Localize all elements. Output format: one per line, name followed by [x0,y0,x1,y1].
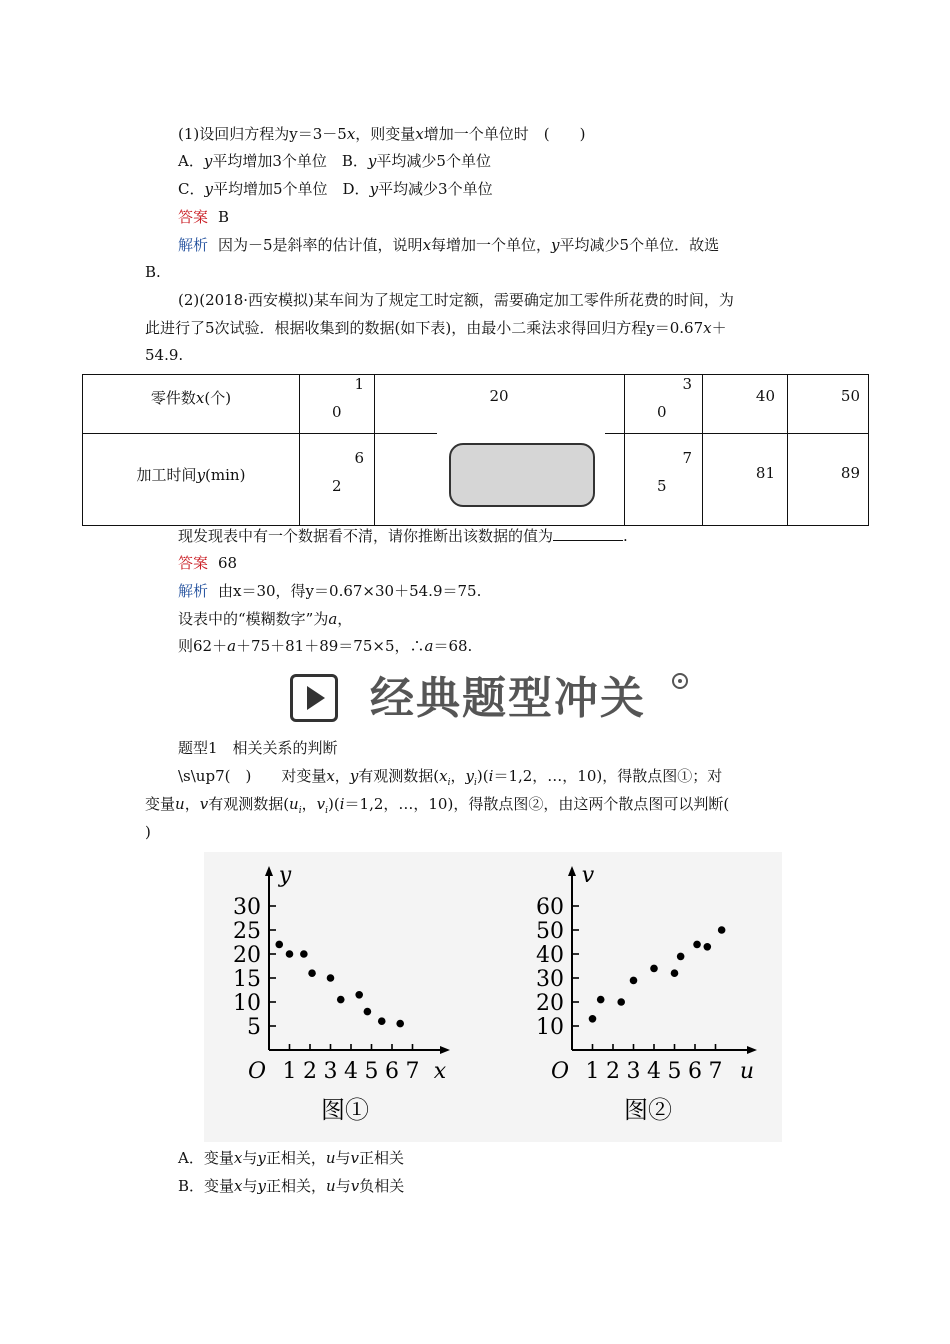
section-banner [290,671,700,729]
q2-analysis-line2: 设表中的“模糊数字”为a， [178,610,353,628]
x-tick-label: 4 [647,1059,661,1084]
y-axis-label: v [581,863,595,888]
answer-label: 答案 [178,554,209,572]
analysis-label: 解析 [178,582,209,600]
y-tick-label: 20 [536,991,564,1016]
table-cell: 1 0 [332,375,364,421]
answer-label: 答案 [178,208,209,226]
data-point [630,977,638,985]
figure-caption: 图① [321,1096,369,1124]
data-point [617,998,625,1006]
q1-stem: (1)设回归方程为y＝3－5x，则变量x增加一个单位时 ( ) [178,125,586,143]
y-axis-arrow [265,866,273,876]
q2-question: 现发现表中有一个数据看不清，请你推断出该数据的值为 . [178,527,628,545]
q1-analysis-cont: B. [145,263,161,281]
q2-analysis-line3: 则62＋a＋75＋81＋89＝75×5，∴a＝68. [178,637,473,655]
q1-options-ab: A．y平均增加3个单位 B．y平均减少5个单位 [178,152,491,170]
x-tick-label: 3 [323,1059,338,1084]
table-cell: 7 5 [657,449,692,495]
type1-stem-line2: 变量u，v有观测数据($u_i$，$v_i)(i=1,2$，…，10)，得散点图②，由这两个散点图可以判断( [145,795,730,816]
data-point [589,1015,597,1023]
x-tick-label: 7 [405,1059,420,1084]
x-tick-label: 2 [303,1059,317,1084]
scatter-figure [204,852,782,1142]
scatter-plot-2 [536,863,757,1124]
x-tick-label: 5 [667,1059,682,1084]
table-cell: 50 [840,387,860,405]
y-tick-label: 20 [233,943,261,968]
table-cell: 81 [755,464,775,482]
blurred-data-box [449,443,595,507]
data-point [327,974,335,982]
table-cell: 40 [755,387,775,405]
q2-stem-line2: 此进行了5次试验．根据收集到的数据(如下表)，由最小二乘法求得回归方程y＝0.67x＋ [145,319,727,337]
q1-answer: 答案 B [178,208,230,226]
origin-label: O [550,1059,570,1084]
data-point [378,1017,386,1025]
y-tick-label: 30 [536,967,564,992]
type1-title: 题型1 相关关系的判断 [178,739,338,757]
y-axis-label: y [278,863,292,888]
x-tick-label: 2 [606,1059,620,1084]
data-point [693,941,701,949]
row1-header: 零件数x(个) [150,389,232,407]
data-point [355,991,363,999]
play-icon [290,674,338,722]
y-tick-label: 10 [536,1015,564,1040]
x-axis-label: x [433,1059,447,1084]
type1-option-a: A．变量x与y正相关，u与v正相关 [178,1149,405,1167]
target-icon [672,673,688,689]
x-tick-label: 1 [585,1059,600,1084]
type1-option-b: B．变量x与y正相关，u与v负相关 [178,1177,405,1195]
x-tick-label: 1 [282,1059,297,1084]
table-cell: 20 [489,387,509,405]
y-tick-label: 60 [536,895,564,920]
data-point [671,969,679,977]
x-tick-label: 7 [708,1059,723,1084]
y-tick-label: 5 [247,1015,261,1040]
type1-stem-line3: ) [145,823,151,841]
y-tick-label: 10 [233,991,261,1016]
blurred-cell [437,433,605,525]
data-point [364,1008,372,1016]
data-point [677,953,685,961]
q1-analysis: 解析 因为－5是斜率的估计值，说明x每增加一个单位，y平均减少5个单位．故选 [178,236,720,254]
analysis-label: 解析 [178,236,209,254]
type1-stem-line1: \s\up7( ) 对变量x，y有观测数据($x_i$，$y_i)(i=1,2$，…，10)，得散点图①；对 [178,767,723,788]
x-tick-label: 6 [385,1059,399,1084]
data-point [286,950,294,958]
data-point [597,996,605,1004]
x-tick-label: 4 [344,1059,358,1084]
y-tick-label: 40 [536,943,564,968]
q2-analysis: 解析 由x＝30，得y＝0.67×30＋54.9＝75. [178,582,482,600]
banner-title: 经典题型冲关 [370,673,646,724]
data-point [650,965,658,973]
data-point [396,1020,404,1028]
x-axis-arrow [440,1046,450,1054]
origin-label: O [247,1059,267,1084]
q1-options-cd: C．y平均增加5个单位 D．y平均减少3个单位 [178,180,493,198]
y-tick-label: 30 [233,895,261,920]
x-axis-label: u [739,1059,755,1084]
x-tick-label: 3 [626,1059,641,1084]
row2-header: 加工时间y(min) [136,466,246,484]
x-axis-arrow [747,1046,757,1054]
data-point [308,969,316,977]
scatter-plots [204,852,782,1142]
data-point [337,996,345,1004]
table-cell: 89 [840,464,860,482]
data-point [704,943,712,951]
q2-stem-line3: 54.9. [145,346,184,364]
y-axis-arrow [568,866,576,876]
scatter-plot-1 [233,863,450,1124]
data-point [718,926,726,934]
table-cell: 6 2 [332,449,364,495]
q2-answer: 答案 68 [178,554,238,572]
y-tick-label: 50 [536,919,564,944]
figure-caption: 图② [624,1096,672,1124]
data-point [275,941,283,949]
x-tick-label: 5 [364,1059,379,1084]
table-cell: 3 0 [657,375,692,421]
q2-stem-line1: (2)(2018·西安模拟)某车间为了规定工时定额，需要确定加工零件所花费的时间，为 [178,291,734,309]
y-tick-label: 25 [233,919,261,944]
data-table [82,374,869,526]
data-point [300,950,308,958]
x-tick-label: 6 [688,1059,702,1084]
y-tick-label: 15 [233,967,261,992]
